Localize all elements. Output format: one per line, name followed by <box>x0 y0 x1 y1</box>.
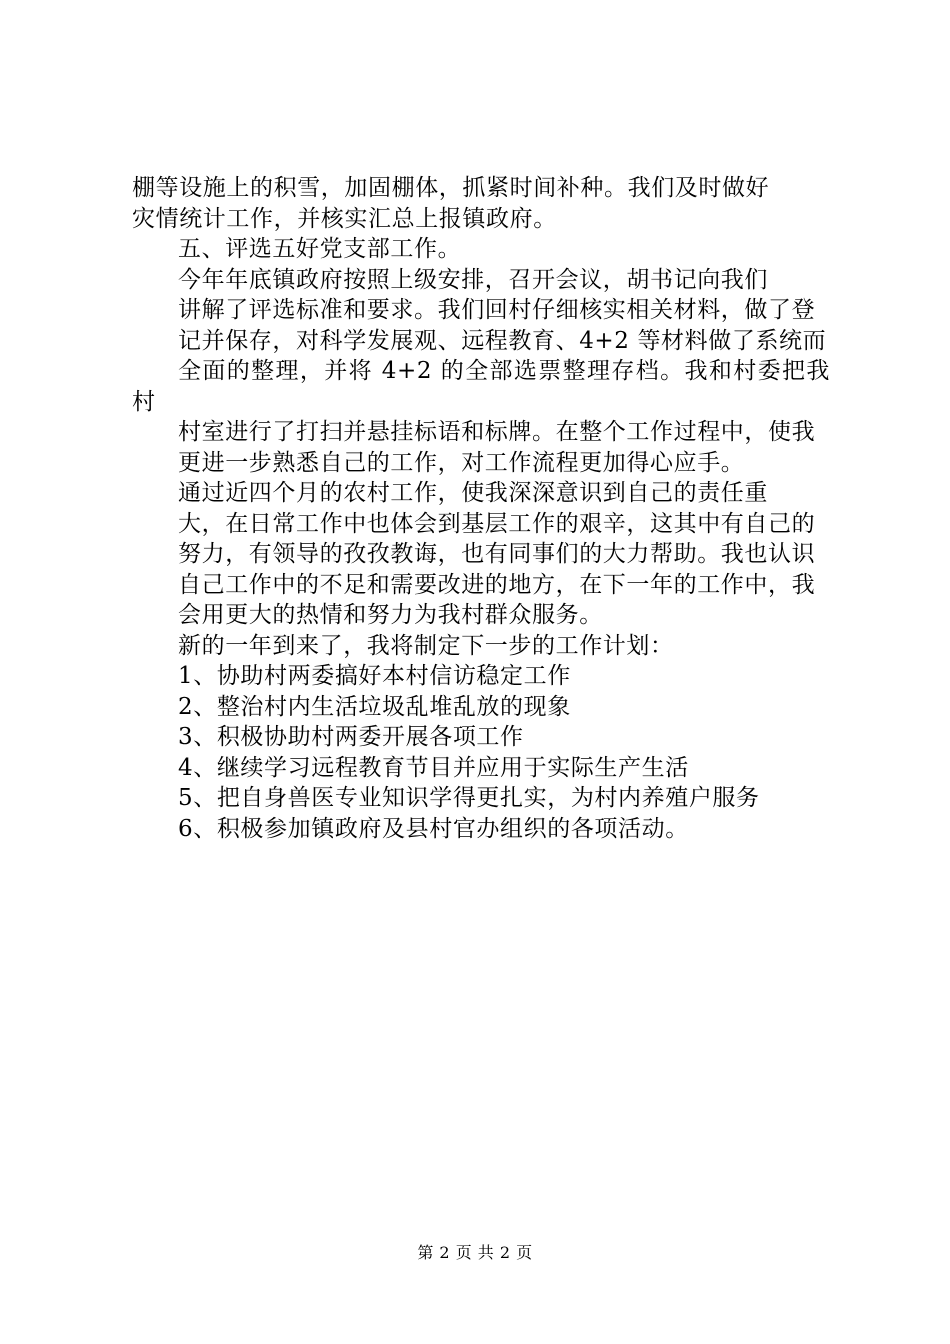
text-line: 今年年底镇政府按照上级安排，召开会议，胡书记向我们 <box>178 266 768 293</box>
text-line: 自己工作中的不足和需要改进的地方，在下一年的工作中，我 <box>178 571 816 598</box>
text-line: 更进一步熟悉自己的工作，对工作流程更加得心应手。 <box>178 449 745 476</box>
section-heading <box>132 234 830 265</box>
text-line: 全面的整理，并将 4+2 的全部选票整理存档。我和村委把我村 <box>132 358 830 415</box>
paragraph-reflection <box>132 478 830 631</box>
plan-item: 1、协助村两委搞好本村信访稳定工作 <box>178 663 571 689</box>
paragraph-continuation <box>132 173 830 234</box>
text-line: 会用更大的热情和努力为我村群众服务。 <box>178 602 603 628</box>
text-line: 讲解了评选标准和要求。我们回村仔细核实相关材料，做了登 <box>178 297 816 323</box>
text-line: 通过近四个月的农村工作，使我深深意识到自己的责任重 <box>178 480 768 506</box>
page-footer: 第 2 页 共 2 页 <box>417 1243 533 1262</box>
text-line: 大，在日常工作中也体会到基层工作的艰辛，这其中有自己的 <box>178 510 816 537</box>
text-line: 记并保存，对科学发展观、远程教育、4+2 等材料做了系统而 <box>178 327 827 354</box>
plan-item: 6、积极参加镇政府及县村官办组织的各项活动。 <box>178 815 689 842</box>
plan-item: 3、积极协助村两委开展各项工作 <box>178 724 524 750</box>
plan-item: 2、整治村内生活垃圾乱堆乱放的现象 <box>178 693 571 720</box>
paragraph-evaluation <box>132 265 830 479</box>
text-line: 努力，有领导的孜孜教诲，也有同事们的大力帮助。我也认识 <box>178 541 816 567</box>
plan-intro <box>132 631 830 662</box>
text-line: 棚等设施上的积雪，加固棚体，抓紧时间补种。我们及时做好 <box>132 175 770 201</box>
plan-item: 5、把自身兽医专业知识学得更扎实，为村内养殖户服务 <box>178 785 760 811</box>
plan-item: 4、继续学习远程教育节目并应用于实际生产生活 <box>178 754 689 781</box>
text-line: 灾情统计工作，并核实汇总上报镇政府。 <box>132 205 557 232</box>
document-body <box>132 173 830 844</box>
text-line: 五、评选五好党支部工作。 <box>178 236 462 262</box>
text-line: 新的一年到来了，我将制定下一步的工作计划： <box>178 632 674 659</box>
text-line: 村室进行了打扫并悬挂标语和标牌。在整个工作过程中，使我 <box>178 419 816 445</box>
